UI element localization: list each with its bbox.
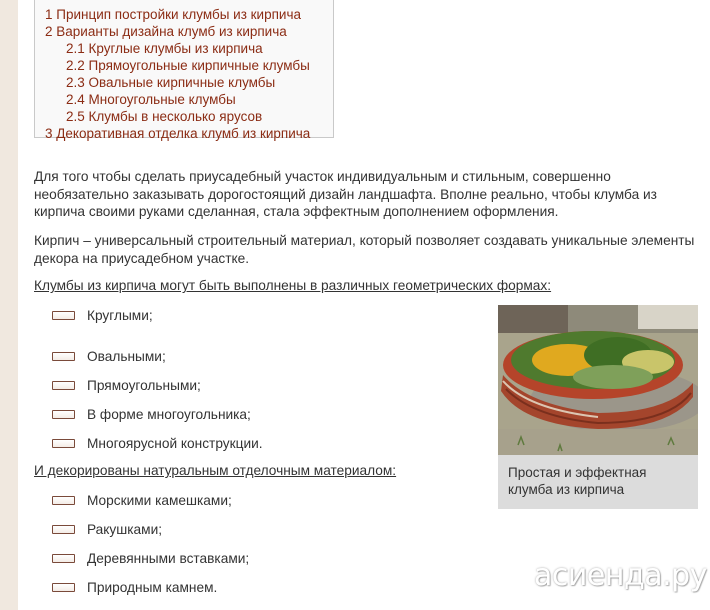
list-item-text: Овальными; — [87, 349, 166, 364]
list-item — [52, 406, 251, 423]
brick-bullet-icon — [52, 496, 75, 505]
decor-heading: И декорированы натуральным отделочным материалом: — [34, 463, 397, 478]
watermark-text: асиенда.ру — [534, 558, 707, 593]
toc-link[interactable]: 2.3 Овальные кирпичные клумбы — [66, 75, 276, 90]
list-item-text: Морскими камешками; — [87, 493, 232, 508]
list-item-text: Деревянными вставками; — [87, 551, 250, 566]
list-item-text: Ракушками; — [87, 522, 163, 537]
intro-paragraph: Для того чтобы сделать приусадебный участок индивидуальным и стильным, совершенно необязательно заказывать дорогостоящий дизайн ландшафта. Вполне реально, чтобы клумба из кирпича своими руками сделанная, стала эффектным дополнением оформления. — [34, 169, 657, 219]
photo-figure — [498, 305, 698, 509]
toc-link[interactable]: 2.1 Круглые клумбы из кирпича — [66, 41, 263, 56]
flowerbed-photo[interactable] — [498, 305, 698, 455]
material-paragraph: Кирпич – универсальный строительный материал, который позволяет создавать уникальные элементы декора на приусадебном участке. — [34, 233, 695, 266]
list-item — [52, 307, 153, 324]
list-item — [52, 348, 166, 365]
brick-bullet-icon — [52, 439, 75, 448]
list-item — [52, 435, 263, 452]
list-item-text: Прямоугольными; — [87, 378, 201, 393]
toc-link[interactable]: 2.5 Клумбы в несколько ярусов — [66, 109, 263, 124]
toc-link[interactable]: 3 Декоративная отделка клумб из кирпича — [45, 126, 311, 141]
brick-bullet-icon — [52, 381, 75, 390]
table-of-contents — [34, 0, 334, 141]
brick-bullet-icon — [52, 525, 75, 534]
article-page — [18, 0, 710, 610]
toc-link[interactable]: 2 Варианты дизайна клумб из кирпича — [45, 24, 287, 39]
brick-bullet-icon — [52, 352, 75, 361]
list-item — [52, 521, 162, 538]
toc-link[interactable]: 2.2 Прямоугольные кирпичные клумбы — [66, 58, 310, 73]
horseshoe-icon — [508, 553, 532, 597]
list-item — [52, 550, 249, 567]
brick-bullet-icon — [52, 554, 75, 563]
brick-bullet-icon — [52, 583, 75, 592]
shapes-heading: Клумбы из кирпича могут быть выполнены в различных геометрических формах: — [34, 278, 552, 293]
list-item-text: Круглыми; — [87, 308, 153, 323]
toc-link[interactable]: 2.4 Многоугольные клумбы — [66, 92, 236, 107]
toc-link[interactable]: 1 Принцип постройки клумбы из кирпича — [45, 7, 301, 22]
list-item — [52, 492, 232, 509]
figure-caption: Простая и эффектная клумба из кирпича — [508, 465, 647, 497]
list-item-text: В форме многоугольника; — [87, 407, 251, 422]
list-item-text: Природным камнем. — [87, 580, 218, 595]
list-item — [52, 579, 217, 596]
brick-bullet-icon — [52, 311, 75, 320]
list-item-text: Многоярусной конструкции. — [87, 436, 263, 451]
brick-bullet-icon — [52, 410, 75, 419]
list-item — [52, 377, 201, 394]
site-watermark — [508, 553, 707, 597]
